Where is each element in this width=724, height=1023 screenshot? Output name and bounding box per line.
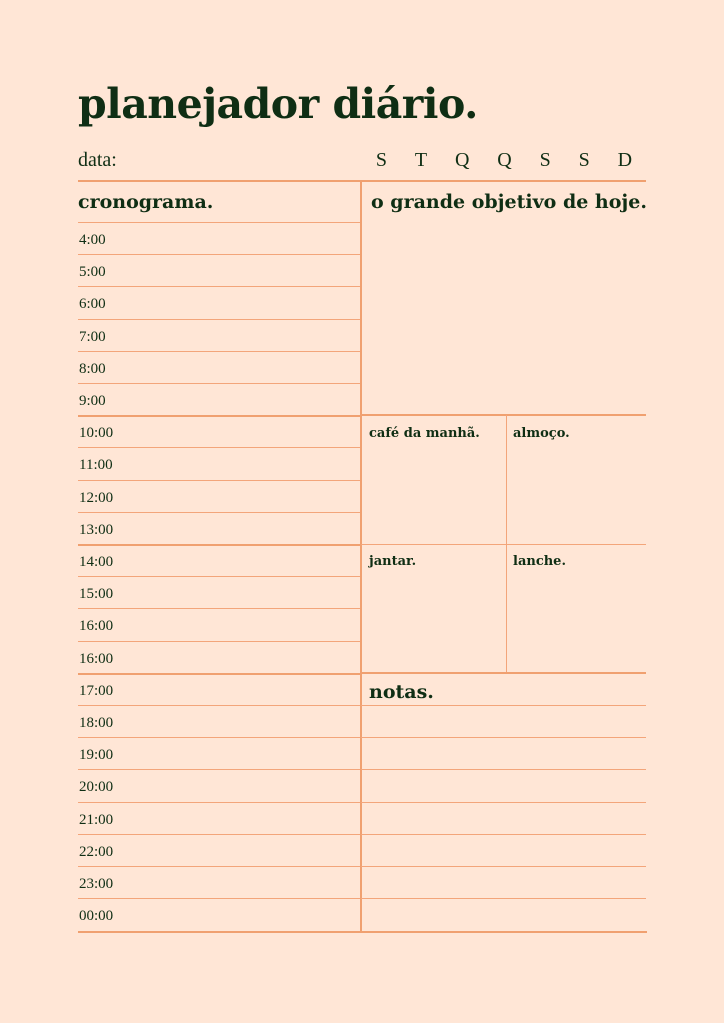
schedule-heading: cronograma. <box>78 191 214 213</box>
time-slot-label: 16:00 <box>79 618 114 635</box>
time-slot-label: 17:00 <box>79 682 114 699</box>
time-slot-line <box>78 512 360 513</box>
time-slot-label: 22:00 <box>79 843 114 860</box>
time-slot-line <box>78 802 360 803</box>
time-slot-line <box>78 834 360 835</box>
time-slot-line <box>78 286 360 287</box>
time-slot-line <box>78 254 360 255</box>
lunch-heading: almoço. <box>513 426 570 441</box>
time-slot-label: 14:00 <box>79 554 114 570</box>
time-slot-line <box>78 447 360 448</box>
time-slot-label: 4:00 <box>79 232 106 248</box>
notes-line <box>361 705 646 706</box>
weekday-thursday[interactable]: Q <box>497 149 512 171</box>
time-slot-label: 8:00 <box>79 360 106 377</box>
time-slot-label: 19:00 <box>79 747 114 764</box>
schedule-header-line <box>78 222 360 223</box>
time-slot-line <box>78 769 360 770</box>
goal-bottom-line <box>361 414 646 416</box>
time-slot-line <box>78 383 360 384</box>
weekday-friday[interactable]: S <box>539 149 551 171</box>
time-slot-label: 16:00 <box>79 650 114 667</box>
notes-heading: notas. <box>369 681 434 703</box>
goal-area[interactable] <box>362 222 646 414</box>
time-slot-label: 23:00 <box>79 876 114 892</box>
time-slot-line <box>78 641 360 642</box>
weekday-selector <box>362 146 646 174</box>
time-slot-label: 00:00 <box>79 908 114 925</box>
notes-line <box>361 834 646 835</box>
notes-line <box>361 769 646 770</box>
time-slot-line <box>78 737 360 738</box>
bottom-border <box>78 931 647 933</box>
time-slot-label: 18:00 <box>79 715 114 731</box>
page-title: planejador diário. <box>78 80 478 128</box>
meals-bottom-line <box>361 672 646 674</box>
time-slot-line <box>78 608 360 609</box>
weekday-tuesday[interactable]: T <box>414 149 428 171</box>
time-slot-label: 13:00 <box>79 521 114 538</box>
top-border <box>78 180 646 182</box>
time-slot-line <box>78 351 360 352</box>
time-slot-label: 9:00 <box>79 393 106 409</box>
snack-heading: lanche. <box>513 554 566 569</box>
weekday-saturday[interactable]: S <box>578 149 590 171</box>
breakfast-heading: café da manhã. <box>369 426 480 441</box>
time-slot-label: 5:00 <box>79 264 106 281</box>
weekday-wednesday[interactable]: Q <box>454 149 470 171</box>
time-slot-line <box>78 898 360 899</box>
time-slot-line <box>78 673 360 675</box>
time-slot-line <box>78 866 360 867</box>
time-slot-label: 11:00 <box>79 457 113 474</box>
notes-line <box>361 802 646 803</box>
goal-heading: o grande objetivo de hoje. <box>371 191 647 213</box>
weekday-sunday[interactable]: D <box>617 149 633 171</box>
meals-middle-line <box>361 544 646 545</box>
time-slot-label: 6:00 <box>79 296 106 313</box>
time-slot-line <box>78 705 360 706</box>
time-slot-line <box>78 480 360 481</box>
notes-line <box>361 737 646 738</box>
time-slot-label: 12:00 <box>79 489 114 506</box>
time-slot-line <box>78 544 360 546</box>
weekday-monday[interactable]: S <box>375 149 388 171</box>
time-slot-label: 15:00 <box>79 586 114 603</box>
notes-line <box>361 866 646 867</box>
time-slot-label: 21:00 <box>79 811 114 828</box>
time-slot-label: 7:00 <box>79 328 106 345</box>
time-slot-line <box>78 415 360 417</box>
dinner-heading: jantar. <box>369 554 417 569</box>
time-slot-line <box>78 576 360 577</box>
date-label: data: <box>78 149 117 171</box>
time-slot-line <box>78 319 360 320</box>
time-slot-label: 20:00 <box>79 779 114 796</box>
time-slot-label: 10:00 <box>79 425 114 442</box>
notes-line <box>361 898 646 899</box>
